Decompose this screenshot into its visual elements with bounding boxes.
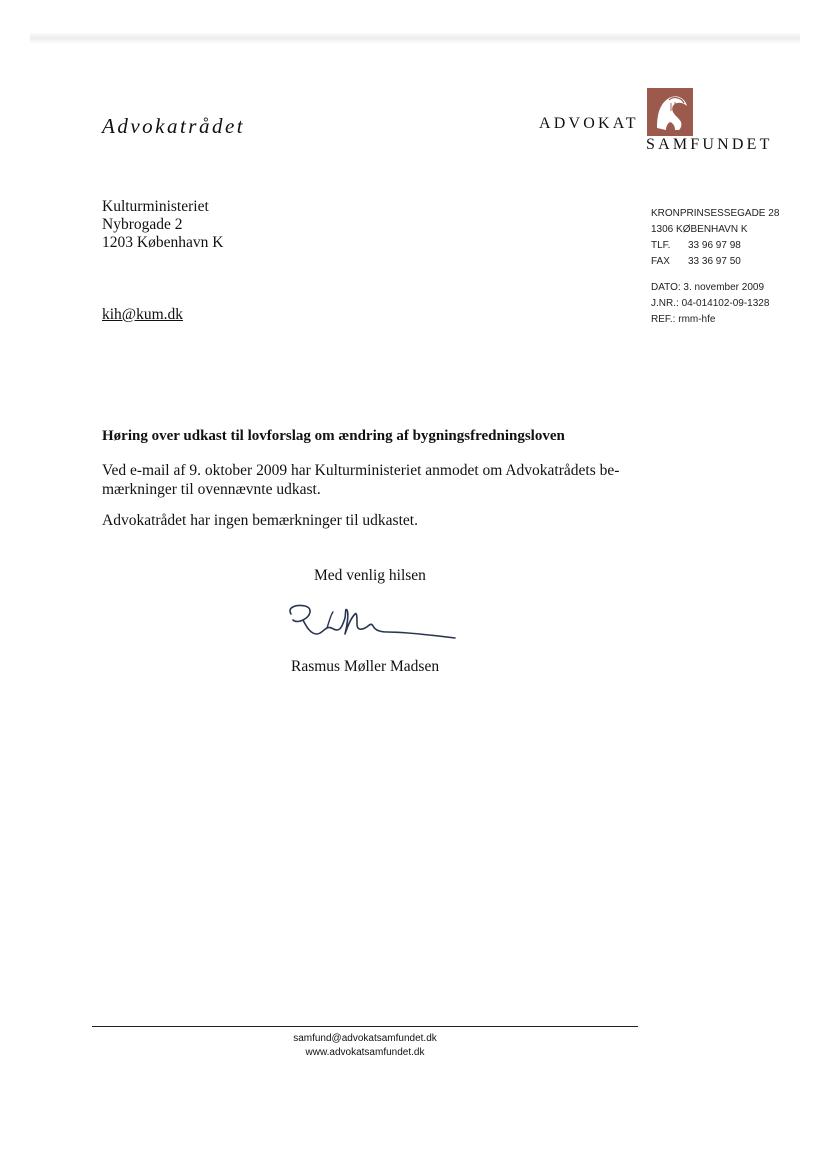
reference-row — [651, 312, 779, 328]
letter-closing: Med venlig hilsen — [314, 567, 426, 584]
signer-name: Rasmus Møller Madsen — [291, 658, 440, 675]
sender-city: 1306 KØBENHAVN K — [651, 224, 748, 235]
journal-number-row — [651, 296, 779, 312]
paragraph-line: mærkninger til ovennævnte udkast. — [102, 481, 321, 498]
reference-label: REF.: — [651, 314, 676, 325]
scan-artifact — [30, 32, 800, 44]
recipient-email-link[interactable]: kih@kum.dk — [102, 306, 184, 323]
letter-paragraph-1 — [102, 461, 662, 499]
date-row — [651, 280, 779, 296]
recipient-line: Kulturministeriet — [102, 198, 209, 215]
recipient-line: Nybrogade 2 — [102, 216, 183, 233]
journal-number-value: 04-014102-09-1328 — [681, 298, 770, 309]
letterhead-left-name: Advokatrådet — [102, 114, 246, 138]
sender-fax-row — [651, 254, 779, 270]
date-label: DATO: — [651, 282, 681, 293]
paragraph-line: Ved e-mail af 9. oktober 2009 har Kulturministeriet anmodet om Advokatrådets be- — [102, 462, 620, 479]
phone-label: TLF. — [651, 240, 671, 251]
phone-value: 33 96 97 98 — [688, 240, 741, 251]
recipient-line: 1203 København K — [102, 234, 224, 251]
letter-subject: Høring over udkast til lovforslag om ændring af bygningsfredningsloven — [102, 428, 565, 444]
helmeted-head-logo-icon — [647, 88, 693, 136]
sender-info-block — [651, 206, 779, 328]
letterhead-right-top: ADVOKAT — [539, 115, 639, 132]
reference-value: rmm-hfe — [678, 314, 716, 325]
date-value: 3. november 2009 — [683, 282, 765, 293]
letterhead-right-bottom: SAMFUNDET — [646, 136, 773, 153]
sender-phone-row — [651, 238, 779, 254]
journal-number-label: J.NR.: — [651, 298, 679, 309]
recipient-address — [102, 198, 223, 252]
handwritten-signature — [283, 600, 463, 650]
footer — [92, 1032, 638, 1060]
footer-divider — [92, 1026, 638, 1027]
fax-value: 33 36 97 50 — [688, 256, 741, 267]
letter-paragraph-2: Advokatrådet har ingen bemærkninger til udkastet. — [102, 512, 418, 529]
footer-website[interactable]: www.advokatsamfundet.dk — [305, 1047, 425, 1058]
sender-street: KRONPRINSESSEGADE 28 — [651, 208, 780, 219]
footer-email[interactable]: samfund@advokatsamfundet.dk — [293, 1033, 437, 1044]
fax-label: FAX — [651, 256, 670, 267]
